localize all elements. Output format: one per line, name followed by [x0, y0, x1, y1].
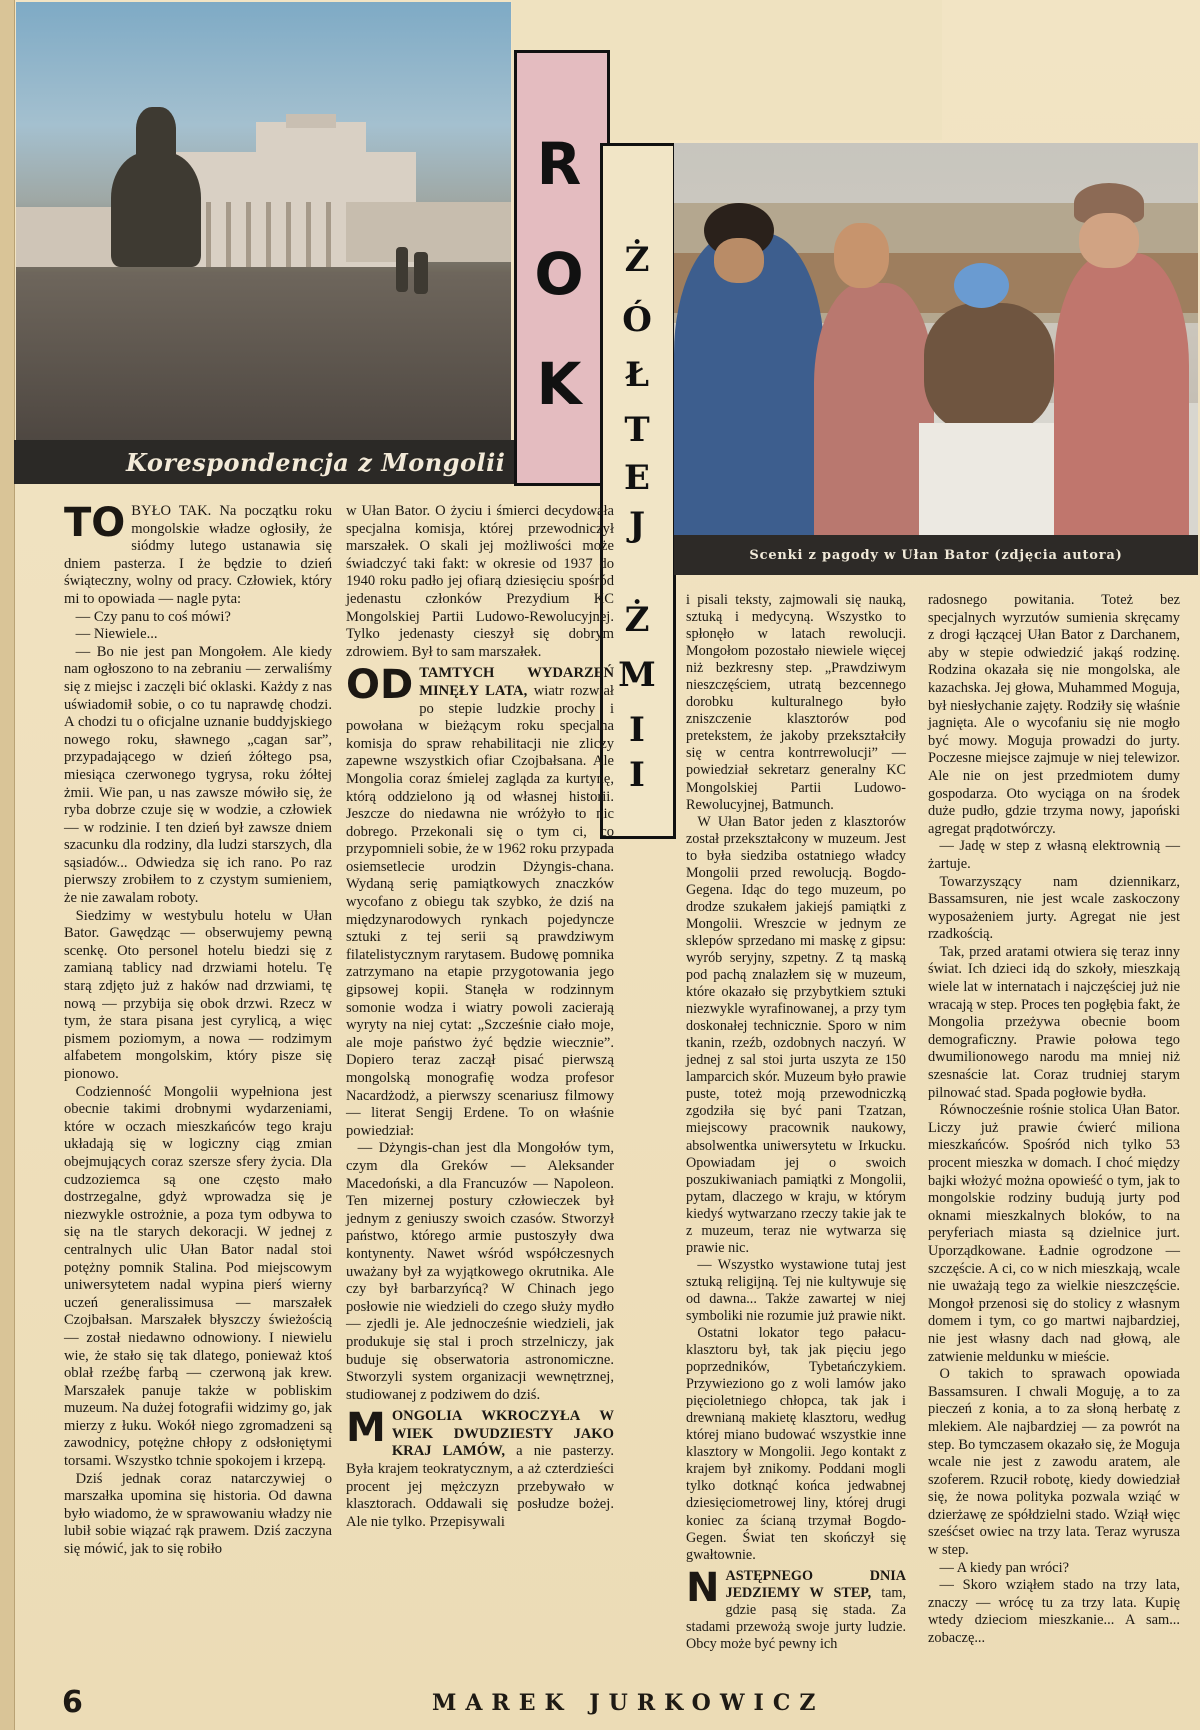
- section-paragraph: [686, 1564, 907, 1653]
- section-lead: ASTĘPNEGO DNIA JEDZIEMY W STEP,: [725, 1567, 906, 1601]
- paragraph: O takich to sprawach opowiada Bassamsuren. I chwali Moguję, a to za pieczeń z konia, a to za słoną herbatę z mlekiem. Ale najbardziej — za powrót na step. Bo tymczasem okazało się, że Moguja wcale nie jest z zawodu aratem, ale szoferem. Rzucił robotę, kiedy dowiedział się, że nowa polityka pozwala wziąć w dzierżawę ze spółdzielni stado. Wziął więc sześćset owiec na trzy lata. Teraz wyrusza w step.: [928, 1366, 1180, 1559]
- paragraph: — Czy panu to coś mówi?: [75, 608, 231, 625]
- drop-cap: TO: [64, 500, 126, 546]
- paragraph: — Jadę w step z własną elektrownią — żartuje.: [928, 838, 1180, 872]
- paragraph: — Niewiele...: [75, 626, 158, 643]
- paragraph: — Dżyngis-chan jest dla Mongołów tym, czym dla Greków — Aleksander Macedoński, a dla Francuzów — Napoleon. Ten mizernej postury człowieczek był jednym z geniuszy swoich czasów. Stworzył państwo, którego armie pustoszyły dwa kontynenty. Nawet wśród współczesnych uważany był za wyjątkowego okrutnika. Ale czy był barbarzyńcą? W Chinach jego posłowie nie wiedzieli do czego służy mydło — zjedli je. Ale jednocześnie wiedzieli, jak produkuje się stal i proch strzelniczy, jak buduje się obserwatoria astronomiczne. Stworzyli system organizacji wewnętrznej, studiowanej z podziwem do dziś.: [346, 1140, 614, 1403]
- subtitle-letter: I: [629, 755, 645, 795]
- section-text: a nie pasterzy. Była krajem teokratycznym, a aż czterdzieści procent jej mężczyzn przebywało w klasztorach. Oddawali się posłudze bożej. Ale nie tylko. Przepisywali: [346, 1443, 614, 1530]
- title-letter-o: O: [534, 240, 584, 308]
- page-binding-edge: [0, 0, 15, 1730]
- paragraph: — Wszystko wystawione tutaj jest sztuką religijną. Tej nie kultywuje się od dawna... Także zawartej w niej symboliki nie rozumie już prawie nikt.: [686, 1256, 906, 1324]
- section-text: tam, gdzie pasą się stada. Za stadami przewożą swoje jurty ludzie. Obcy może być pewny ich: [686, 1584, 907, 1652]
- page-number: 6: [62, 1685, 83, 1720]
- background-ghost-letters: [930, 40, 1190, 140]
- section-text: wiatr rozwiał po stepie ludzkie prochy i powołana w bieżącym roku specjalna komisja do spraw rehabilitacji nie zliczy zapewne wszystkich ofiar Czojbałsana. Ale Mongolia coraz śmielej zagląda za kurtynę, którą oddzielono ją od własnej historii. Jeszcze do niedawna nie wróżyło to nic dobrego. Przekonali się o tym ci, co przypomnieli sobie, że w 1962 roku przypada osiemsetlecie urodzin Dżyngis-chana. Wydaną serię pamiątkowych znaczków wycofano z obiegu tak szybko, że dziś na międzynarodowych rynkach pojedyncze sztuki z tej serii są prawdziwym filatelistycznym rarytasem. Budowę pomnika zatrzymano na etapie przygotowania jego gipsowej kopii. Stanęła w rodzinnym somonie wodza i wiatry powoli zacierają wyryty na niej cytat: „Szcześnie ciało moje, ale moje państwo żyć będzie wiecznie”. Dopiero teraz zaczął pisać pierwszą mongolską monografię wodza profesor Nacardżodż, a pierwszy scenariusz filmowy — literat Sengij Erdene. To on właśnie powiedział:: [346, 682, 614, 1139]
- paragraph: Tak, przed aratami otwiera się teraz inny świat. Ich dzieci idą do szkoły, mieszkają wiele lat w internatach i najczęściej już nie wracają w step. Proces ten pogłębia fakt, że Mongolia przeżywa obecnie boom demograficzny. Prawie połowa tego dwumilionowego narodu ma mniej niż szesnaście lat. Coraz trudniej starym pilnować stad. Spada pogłowie bydła.: [928, 943, 1180, 1101]
- subtitle-letter: J: [628, 505, 646, 545]
- paragraph: W Ułan Bator jeden z klasztorów został przekształcony w muzeum. Jest to była siedziba ostatniego władcy Mongolii przed rewolucją. Bogdo-Gegena. Idąc do tego muzeum, po drodze szukałem jakiejś pamiątki z Mongolii. Wreszcie w jednym ze sklepów sprzedano mi maskę z gipsu: wyrób seryjny, szpetny. Z tą maską pod pachą znalazłem się w muzeum, które okazało się przybytkiem sztuki niezwykle wyrafinowanej, a przy tym doskonałej technicznie. Sporo w nim tkanin, rzeźb, ozdobnych naczyń. W jednej z sal stoi jurta uszyta ze 150 lamparcich skór. Muzeum było prawie puste, toteż moją przewodniczką zgodziła się być pani Tzatzan, miejscowy pracownik naukowy, absolwentka uniwersytetu w Irkucku. Opowiadam jej o swoich poszukiwaniach pamiątki z Mongolii, pytam, dlaczego w kraju, w którym kiedyś wytwarzano rzeczy takie jak te z muzeum, teraz nie wytwarza się prawie nic.: [686, 813, 906, 1256]
- subtitle-letter: Ó: [622, 300, 652, 340]
- drop-cap: M: [346, 1405, 386, 1452]
- subtitle-letter: I: [629, 710, 645, 750]
- section-lead: ONGOLIA WKROCZYŁA W WIEK DWUDZIESTY JAKO KRAJ LAMÓW,: [391, 1408, 614, 1460]
- photo-pagoda-scene: [674, 143, 1198, 535]
- article-column-1: [64, 500, 332, 1559]
- lead-text: BYŁO TAK. Na początku roku mongolskie władze ogłosiły, że siódmy lutego ustanawia się dniem pasterza. I że będzie to dzień świąteczny, wolny od pracy. Człowiek, który mi to opowiada — nagle pyta:: [64, 503, 332, 607]
- paragraph: Siedzimy w westybulu hotelu w Ułan Bator. Gawędząc — obserwujemy pewną scenkę. Oto personel hotelu biedzi się z zamianą tablicy nad drzwiami hotelu. Tę starą zdjęto już z haków nad drzwiami, tę nową — przybija się obok drzwi. Rzecz w tym, że stara pisana jest cyrylicą, a więc pismem poziomym, a nowa — rodzimym alfabetem mongolskim, który pisze się pionowo.: [64, 907, 332, 1082]
- paragraph: i pisali teksty, zajmowali się nauką, sztuką i medycyną. Wszystko to spłonęło w latach rewolucji. Mongołom pozostało niewiele więcej niż bezkresny step. „Prawdziwym nieszczęściem, utratą bezcennego dorobku kulturalnego było zniszczenie klasztorów pod pretekstem, że jakoby przekształciły się w centra kontrrewolucji” — powiedział sekretarz generalny KC Mongolskiej Partii Ludowo-Rewolucyjnej, Batmunch.: [686, 592, 906, 813]
- article-column-2: [346, 503, 614, 1531]
- subtitle-letter: T: [624, 410, 650, 450]
- lead-paragraph: [64, 500, 332, 609]
- subtitle-letter: Ż: [624, 240, 650, 280]
- paragraph: radosnego powitania. Toteż bez specjalnych wyrzutów sumienia skręcamy z drogi łączącej Ułan Bator z Darchanem, aby w stepie odwiedzić jakąś rodzinę. Rodzina okazała się nie mongolska, ale kazachska. Jej głowa, Muhammed Moguja, był niesłychanie zajęty. Rodziły się właśnie jagnięta. Ale o wycofaniu się nie mogło być mowy. Moguja prowadzi do jurty. Poczesne miejsce zajmuje w niej telewizor. Ale nie on jest przedmiotem dumy gospodarza. Oto wyciąga on na środek duże pudło, gdzie trzyma nowy, japoński agregat prądotwórczy.: [928, 592, 1180, 837]
- author-name: MAREK JURKOWICZ: [432, 1690, 825, 1716]
- section-lead: TAMTYCH WYDARZEŃ MINĘŁY LATA,: [419, 665, 614, 699]
- article-column-4: [928, 592, 1180, 1648]
- photo-caption: Scenki z pagody w Ułan Bator (zdjęcia autora): [674, 535, 1198, 575]
- section-paragraph: [346, 662, 614, 1140]
- paragraph: Ostatni lokator tego pałacu-klasztoru był, tak jak pięciu jego poprzedników, Tybetańczykiem. Przywieziono go z woli lamów jako pięcioletniego chłopca, tak jak i drewnianą makietę klasztoru, według której miano budować wszystkie inne klasztory w Mongolii. Jego kontakt z krajem był znikomy. Poddani mogli tylko dotknąć końca jedwabnej dziesięciometrowej liny, której drugi koniec za ścianą trzymał Bogdo-Gegen. Świat ten skończył się gwałtownie.: [686, 1325, 906, 1563]
- correspondence-text: Korespondencja z Mongolii: [126, 447, 506, 477]
- subtitle-letter: Ż: [624, 600, 650, 640]
- section-paragraph: [346, 1405, 614, 1531]
- photo-ulan-bator-square: [16, 2, 511, 442]
- article-column-3: [686, 592, 906, 1653]
- paragraph: Towarzyszący nam dziennikarz, Bassamsuren, nie jest wcale zaskoczony wyposażeniem jurty. Agregat nie jest rzadkością.: [928, 873, 1180, 943]
- title-letter-k: K: [536, 350, 582, 418]
- drop-cap: N: [686, 1564, 720, 1611]
- paragraph: Równocześnie rośnie stolica Ułan Bator. Liczy już prawie ćwierć miliona mieszkańców. Spośród nich tylko 53 procent mieszka w domach. I choć między bajki włożyć można opowieść o tym, jak to mongolskie rodziny budują jurty pod oknami mieszkalnych bloków, to na peryferiach miasta są dzielnice jurt. Uporządkowane. Ładnie ogrodzone — szczęście. A ci, co w nich mieszkają, wcale nie uważają tego za wielkie nieszczęście. Mongoł przenosi się do stolicy z własnym domem i tym, co go martwi najbardziej, nie jest własny dach nad głową, ale zatwienie meldunku w mieście.: [928, 1102, 1180, 1365]
- paragraph: w Ułan Bator. O życiu i śmierci decydowała specjalna komisja, której przewodniczył marszałek. O skali jej możliwości może świadczyć taki fakt: w okresie od 1937 do 1940 roku padło jej ofiarą dziesięciu spośród jedenastu członków Prezydium KC Mongolskiej Partii Ludowo-Rewolucyjnej. Tylko jedenasty cieszył się dobrym zdrowiem. Był to sam marszałek.: [346, 503, 614, 660]
- paragraph: Codzienność Mongolii wypełniona jest obecnie takimi drobnymi wydarzeniami, które w oczach mieszkańców tego kraju układają się w logiczny ciąg zmian obejmujących coraz szersze sfery życia. Dla cudzoziemca są one często mało dostrzegalne, gdyż wprowadza się je niezwykle ostrożnie, a poza tym odbywa to się na tle starych dekoracji. W jednej z centralnych ulic Ułan Bator nadal stoi potężny pomnik Stalina. Pod miejscowym uniwersytetem nadal wypina pierś wierny uczeń generalissimusa — marszałek Czojbałsan. Marszałek błyszczy świeżością — został niedawno odnowiony. I niewielu wie, że stało się tak dlatego, ponieważ ktoś oblał rzeźbę farbą — czerwoną jak krew. Marszałek panuje także w pobliskim muzeum. Na dużej fotografii widzimy go, jak mierzy z łuku. Wokół niego zgromadzeni są zawodnicy, potężne chłopy z odsłoniętymi torsami. Wszystko tchnie spokojem i krzepą.: [64, 1083, 332, 1470]
- paragraph: — A kiedy pan wróci?: [939, 1559, 1070, 1576]
- drop-cap: OD: [346, 662, 414, 709]
- subtitle-letter: M: [618, 655, 656, 695]
- paragraph: Dziś jednak coraz natarczywiej o marszałka upomina się historia. Od dawna było wiadomo, że w sprawowaniu władzy nie lubił sobie wiązać rąk prawem. Dziś zaczyna się mówić, jak to się robiło: [64, 1470, 332, 1558]
- paragraph: — Bo nie jest pan Mongołem. Ale kiedy nam ogłoszono to na zebraniu — zerwaliśmy się z miejsc i zaczęli bić oklaski. Każdy z nas uświadomił sobie, o co tu naprawdę chodzi. A chodzi tu o oficjalne uznanie buddyjskiego nowego roku, sławnego „cagan sar”, przypadającego w dzień żółtego psa, miesiąca czerwonego tygrysa, roku żółtej żmii. Wie pan, u nas zawsze mówiło się, że ryba dobrze czuje się w wodzie, a człowiek — w rodzinie. I ten dzień był zawsze dniem szacunku dla rodziny, dla ludzi starszych, dla sąsiadów... Odwiedza się ich rano. Po raz pierwszy zrobiłem to z czystym sumieniem, że nie zawalam roboty.: [64, 643, 332, 907]
- paragraph: — Skoro wziąłem stado na trzy lata, znaczy — wrócę tu za trzy lata. Kupię wtedy dzieciom mieszkanie... A sam... zobaczę...: [928, 1577, 1180, 1647]
- correspondence-banner: [14, 440, 514, 484]
- title-letter-r: R: [536, 130, 582, 198]
- subtitle-letter: E: [624, 458, 650, 498]
- subtitle-letter: Ł: [624, 355, 650, 395]
